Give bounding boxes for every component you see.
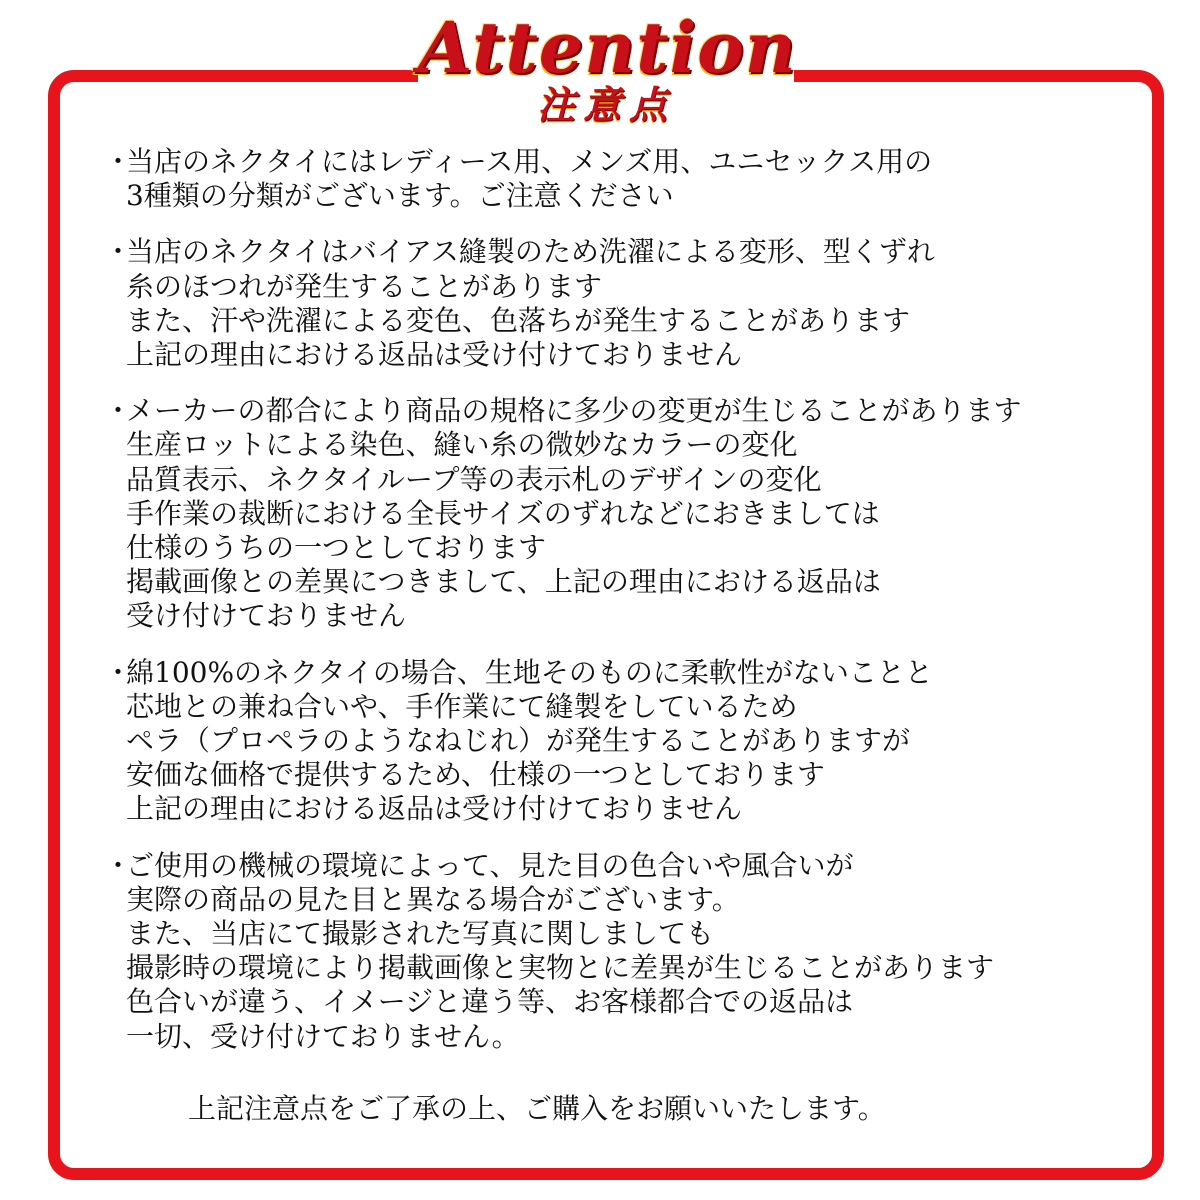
- notice-line: 仕様のうちの一つとしております: [126, 531, 547, 565]
- notice-line: 色合いが違う、イメージと違う等、お客様都合での返品は: [126, 985, 854, 1019]
- bullet-point: ・: [104, 145, 133, 178]
- notice-item: [100, 656, 1150, 827]
- notice-line: また、当店にて撮影された写真に関しましても: [126, 917, 715, 951]
- notice-item: [100, 145, 1150, 213]
- notice-line: また、汗や洗濯による変色、色落ちが発生することがあります: [126, 303, 911, 337]
- notice-line: 上記の理由における返品は受け付けておりません: [126, 338, 743, 372]
- notice-item: [100, 394, 1150, 633]
- bullet-point: ・: [104, 394, 133, 428]
- notice-line: 綿100%のネクタイの場合、生地そのものに柔軟性がないことと: [126, 655, 933, 689]
- closing-message: 上記注意点をご了承の上、ご購入をお願いいたします。: [188, 1092, 886, 1125]
- notice-line: 生産ロットによる染色、縫い糸の微妙なカラーの変化: [126, 428, 798, 462]
- notice-line: 芯地との兼ね合いや、手作業にて縫製をしているため: [126, 689, 798, 723]
- notice-line: 当店のネクタイはバイアス縫製のため洗濯による変形、型くずれ: [126, 235, 935, 269]
- notice-line: 一切、受け付けておりません。: [126, 1019, 520, 1053]
- notice-line: 糸のほつれが発生することがあります: [126, 269, 603, 303]
- notice-line: 受け付けておりません: [126, 599, 407, 633]
- notice-line: 上記の理由における返品は受け付けておりません: [126, 792, 743, 826]
- notes-list: [100, 145, 1150, 1054]
- notice-item: [100, 235, 1150, 372]
- attention-subtitle: 注意点: [536, 82, 675, 127]
- notice-line: 手作業の裁断における全長サイズのずれなどにおきましては: [126, 496, 880, 530]
- notice-line: 安価な価格で提供するため、仕様の一つとしております: [126, 758, 825, 792]
- attention-title: Attention: [418, 6, 797, 89]
- notice-line: メーカーの都合により商品の規格に多少の変更が生じることがあります: [126, 394, 1022, 428]
- notice-item: [100, 849, 1150, 1054]
- notice-line: 撮影時の環境により掲載画像と実物とに差異が生じることがあります: [126, 951, 995, 985]
- notice-line: 当店のネクタイにはレディース用、メンズ用、ユニセックス用の: [126, 145, 933, 178]
- notice-line: 品質表示、ネクタイループ等の表示札のデザインの変化: [126, 462, 822, 496]
- bullet-point: ・: [104, 848, 133, 882]
- notice-line: 掲載画像との差異につきまして、上記の理由における返品は: [126, 565, 881, 599]
- bullet-point: ・: [104, 235, 133, 269]
- notice-line: 実際の商品の見た目と異なる場合がございます。: [126, 882, 740, 916]
- bullet-point: ・: [104, 655, 133, 689]
- notice-line: ご使用の機械の環境によって、見た目の色合いや風合いが: [126, 848, 854, 882]
- notice-line: 3種類の分類がございます。ご注意ください: [126, 179, 674, 213]
- notice-line: ペラ（プロペラのようなねじれ）が発生することがありますが: [126, 724, 911, 758]
